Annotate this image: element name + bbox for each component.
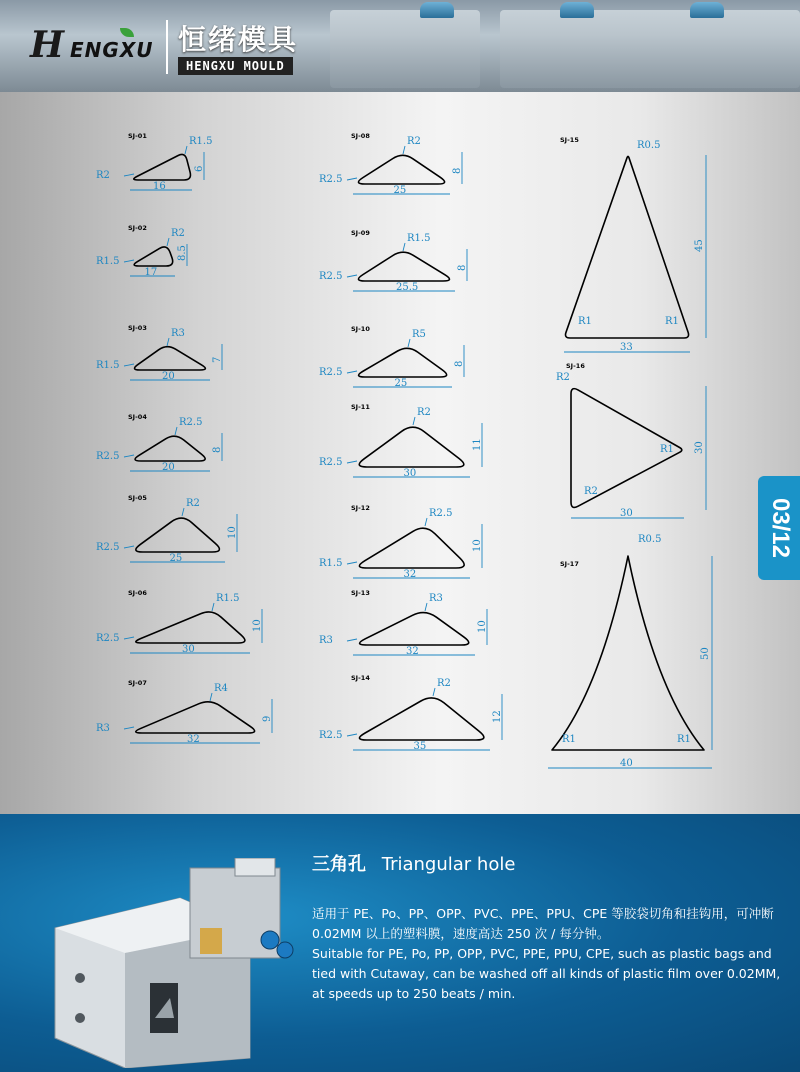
radius-label: R2 <box>171 228 185 239</box>
description-cn: 适用于 PE、Po、PP、OPP、PVC、PPE、PPU、CPE 等胶袋切角和挂钩用，可冲断 0.02MM 以上的塑料膜，速度高达 250 次 / 每分钟。 <box>312 906 774 941</box>
radius-label: R0.5 <box>638 534 662 545</box>
brand-logo <box>18 16 168 76</box>
leader-line <box>185 146 187 154</box>
radius-label: R2.5 <box>96 451 120 462</box>
leader-line <box>124 364 134 366</box>
radius-label: R1.5 <box>96 256 120 267</box>
leader-line <box>124 260 134 262</box>
leader-line <box>433 688 435 696</box>
width-dimension-label: 25 <box>394 378 408 389</box>
height-dimension-label: 9 <box>262 715 273 722</box>
description-en: Suitable for PE, Po, PP, OPP, PVC, PPE, PPU, CPE, such as plastic bags and tied with Cutaway, can be washed off all kinds of plastic film over 0.02MM, at speeds up to 250 beats / min. <box>312 946 781 1001</box>
height-dimension-label: 45 <box>694 239 705 252</box>
radius-label: R1 <box>665 316 679 327</box>
radius-label: R2.5 <box>96 542 120 553</box>
leader-line <box>167 338 169 346</box>
leader-line <box>347 178 357 180</box>
shape-code-label: SJ-10 <box>351 325 370 333</box>
shape-code-label: SJ-13 <box>351 589 370 597</box>
shape-code-label: SJ-15 <box>560 136 579 144</box>
height-dimension-label: 8 <box>457 264 468 271</box>
width-dimension-label: 30 <box>403 468 417 479</box>
product-title <box>312 850 515 876</box>
leader-line <box>124 455 134 457</box>
radius-label: R2 <box>96 170 110 181</box>
leader-line <box>124 727 134 729</box>
height-dimension-label: 10 <box>472 539 483 552</box>
triangle-hole-shape <box>359 698 483 740</box>
width-dimension-label: 35 <box>413 741 427 752</box>
radius-label: R4 <box>214 683 228 694</box>
shape-code-label: SJ-08 <box>351 132 370 140</box>
brand-name-en: HENGXU MOULD <box>178 57 293 75</box>
header-banner <box>0 0 800 92</box>
leader-line <box>212 603 214 611</box>
radius-label: R2 <box>556 372 570 383</box>
triangle-hole-shape <box>358 252 449 281</box>
triangle-hole-shape <box>359 348 447 377</box>
leader-line <box>403 146 405 154</box>
leader-line <box>182 508 184 516</box>
banner-metal-block <box>330 10 480 88</box>
triangle-hole-shape <box>136 518 220 552</box>
width-dimension-label: 33 <box>620 342 633 353</box>
height-dimension-label: 8 <box>452 167 463 174</box>
shape-code-label: SJ-01 <box>128 132 147 140</box>
leader-line <box>413 417 415 425</box>
height-dimension-label: 8 <box>212 446 223 453</box>
width-dimension-label: 17 <box>144 267 158 278</box>
leader-line <box>167 238 169 246</box>
radius-label: R2.5 <box>319 271 343 282</box>
radius-label: R2 <box>407 136 421 147</box>
product-title-en: Triangular hole <box>381 854 516 875</box>
radius-label: R2 <box>417 407 431 418</box>
radius-label: R2.5 <box>179 417 203 428</box>
leaf-icon <box>120 28 134 37</box>
page-indicator: 03/12 <box>767 497 794 559</box>
height-dimension-label: 50 <box>700 647 711 660</box>
shape-code-label: SJ-02 <box>128 224 147 232</box>
radius-label: R2.5 <box>319 174 343 185</box>
brand-name-cn: 恒绪模具 <box>178 23 299 56</box>
shape-code-label: SJ-07 <box>128 679 147 687</box>
width-dimension-label: 25.5 <box>396 282 419 293</box>
logo-h-mark: H <box>30 24 65 66</box>
radius-label: R1.5 <box>96 360 120 371</box>
shape-code-label: SJ-06 <box>128 589 147 597</box>
leader-line <box>210 693 212 701</box>
height-dimension-label: 11 <box>472 438 483 451</box>
triangle-hole-shape <box>566 156 689 338</box>
radius-label: R2.5 <box>319 367 343 378</box>
shape-code-label: SJ-16 <box>566 362 585 370</box>
triangle-hole-shape <box>134 154 191 180</box>
triangle-hole-shape <box>135 436 205 461</box>
height-dimension-label: 8.5 <box>177 245 188 261</box>
width-dimension-label: 16 <box>153 181 166 192</box>
punch-machine-image <box>40 858 310 1068</box>
radius-label: R0.5 <box>637 140 661 151</box>
radius-label: R2.5 <box>319 457 343 468</box>
logo-divider <box>166 20 168 74</box>
leader-line <box>347 275 357 277</box>
triangle-hole-shape <box>135 347 206 370</box>
triangle-hole-shape <box>136 612 245 643</box>
radius-label: R1.5 <box>319 558 343 569</box>
radius-label: R3 <box>171 328 185 339</box>
width-dimension-label: 25 <box>393 185 407 196</box>
leader-line <box>124 546 134 548</box>
product-footer <box>0 814 800 1072</box>
radius-label: R2 <box>437 678 451 689</box>
radius-label: R1 <box>660 444 674 455</box>
radius-label: R2 <box>584 486 598 497</box>
shape-code-label: SJ-14 <box>351 674 370 682</box>
shape-code-label: SJ-12 <box>351 504 370 512</box>
width-dimension-label: 25 <box>169 553 183 564</box>
leader-line <box>425 603 427 611</box>
leader-line <box>403 243 405 251</box>
leader-line <box>124 174 134 176</box>
triangle-hole-shape <box>552 556 704 750</box>
radius-label: R3 <box>319 635 333 646</box>
radius-label: R3 <box>429 593 443 604</box>
width-dimension-label: 32 <box>406 646 419 657</box>
leader-line <box>175 427 177 435</box>
leader-line <box>408 339 410 347</box>
width-dimension-label: 32 <box>187 734 200 745</box>
banner-fitting <box>690 2 724 18</box>
width-dimension-label: 40 <box>620 758 633 769</box>
leader-line <box>347 734 357 736</box>
radius-label: R1.5 <box>407 233 431 244</box>
triangle-hole-shape <box>136 702 255 733</box>
radius-label: R1 <box>562 734 576 745</box>
radius-label: R1 <box>578 316 592 327</box>
width-dimension-label: 20 <box>162 371 175 382</box>
shape-code-label: SJ-09 <box>351 229 370 237</box>
height-dimension-label: 10 <box>477 620 488 633</box>
width-dimension-label: 32 <box>403 569 417 580</box>
shape-catalog <box>0 92 800 814</box>
height-dimension-label: 30 <box>694 441 705 454</box>
leader-line <box>347 562 357 564</box>
logo-text: ENGXU <box>70 38 154 62</box>
shape-code-label: SJ-11 <box>351 403 370 411</box>
height-dimension-label: 10 <box>227 526 238 539</box>
shape-code-label: SJ-03 <box>128 324 147 332</box>
height-dimension-label: 10 <box>252 619 263 632</box>
radius-label: R2 <box>186 498 200 509</box>
product-description <box>312 904 782 1004</box>
radius-label: R2.5 <box>429 508 453 519</box>
radius-label: R1 <box>677 734 691 745</box>
shape-code-label: SJ-05 <box>128 494 147 502</box>
height-dimension-label: 12 <box>492 710 503 723</box>
banner-fitting <box>420 2 454 18</box>
triangle-hole-shape <box>134 247 173 266</box>
shape-code-label: SJ-17 <box>560 560 579 568</box>
triangle-hole-shape <box>359 528 464 568</box>
shape-code-label: SJ-04 <box>128 413 147 421</box>
leader-line <box>124 637 134 639</box>
leader-line <box>347 461 357 463</box>
width-dimension-label: 30 <box>182 644 195 655</box>
height-dimension-label: 6 <box>194 165 205 172</box>
radius-label: R2.5 <box>96 633 120 644</box>
shape-drawings <box>0 92 800 814</box>
leader-line <box>347 371 357 373</box>
radius-label: R3 <box>96 723 110 734</box>
page-indicator-tab <box>758 476 800 580</box>
leader-line <box>425 518 427 526</box>
triangle-hole-shape <box>360 613 469 645</box>
radius-label: R1.5 <box>189 136 213 147</box>
height-dimension-label: 7 <box>212 356 223 363</box>
width-dimension-label: 30 <box>620 508 633 519</box>
height-dimension-label: 8 <box>454 360 465 367</box>
width-dimension-label: 20 <box>162 462 175 473</box>
triangle-hole-shape <box>358 155 444 184</box>
banner-fitting <box>560 2 594 18</box>
radius-label: R5 <box>412 329 426 340</box>
banner-metal-block <box>500 10 800 88</box>
triangle-hole-shape <box>359 427 464 467</box>
radius-label: R1.5 <box>216 593 240 604</box>
leader-line <box>347 639 357 641</box>
product-title-cn: 三角孔 <box>312 854 366 875</box>
radius-label: R2.5 <box>319 730 343 741</box>
